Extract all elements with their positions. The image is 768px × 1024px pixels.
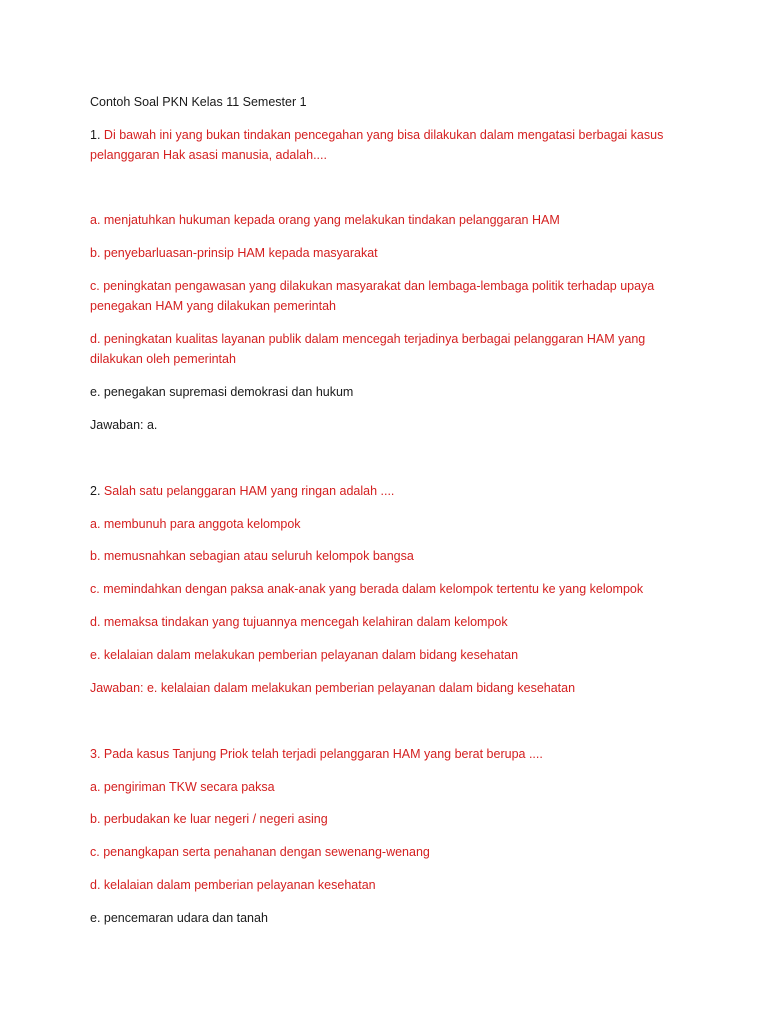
question-2-option-c: c. memindahkan dengan paksa anak-anak yang berada dalam kelompok tertentu ke yang kelompok [90, 582, 644, 596]
question-3-option-a: a. pengiriman TKW secara paksa [90, 780, 275, 794]
question-2-number: 2. [90, 484, 101, 498]
question-1-option-c: c. peningkatan pengawasan yang dilakukan masyarakat dan lembaga-lembaga politik terhadap upaya penegakan HAM yang dilakukan pemerintah [90, 279, 655, 313]
question-3-option-c: c. penangkapan serta penahanan dengan sewenang-wenang [90, 845, 430, 859]
document-title: Contoh Soal PKN Kelas 11 Semester 1 [90, 95, 307, 109]
question-2-option-d: d. memaksa tindakan yang tujuannya mencegah kelahiran dalam kelompok [90, 615, 508, 629]
question-2-option-e: e. kelalaian dalam melakukan pemberian pelayanan dalam bidang kesehatan [90, 648, 519, 662]
question-2 [90, 481, 690, 501]
question-1-option-d: d. peningkatan kualitas layanan publik dalam mencegah terjadinya berbagai pelanggaran HAM yang dilakukan oleh pemerintah [90, 332, 646, 366]
question-2-answer: Jawaban: e. kelalaian dalam melakukan pemberian pelayanan dalam bidang kesehatan [90, 681, 576, 695]
question-1-answer: Jawaban: a. [90, 418, 158, 432]
question-1 [90, 125, 690, 165]
question-2-option-b: b. memusnahkan sebagian atau seluruh kelompok bangsa [90, 549, 414, 563]
question-3-text: 3. Pada kasus Tanjung Priok telah terjadi pelanggaran HAM yang berat berupa .... [90, 747, 543, 761]
question-3-option-e: e. pencemaran udara dan tanah [90, 911, 268, 925]
question-2-text: Salah satu pelanggaran HAM yang ringan adalah .... [103, 484, 395, 498]
question-2-option-a: a. membunuh para anggota kelompok [90, 517, 301, 531]
question-1-option-e: e. penegakan supremasi demokrasi dan hukum [90, 385, 354, 399]
question-1-option-b: b. penyebarluasan-prinsip HAM kepada masyarakat [90, 246, 378, 260]
question-3-option-d: d. kelalaian dalam pemberian pelayanan kesehatan [90, 878, 376, 892]
question-1-number: 1. [90, 128, 101, 142]
question-1-text: Di bawah ini yang bukan tindakan pencegahan yang bisa dilakukan dalam mengatasi berbagai kasus pelanggaran Hak asasi manusia, adalah.... [90, 128, 664, 162]
question-3-option-b: b. perbudakan ke luar negeri / negeri asing [90, 812, 328, 826]
question-1-option-a: a. menjatuhkan hukuman kepada orang yang melakukan tindakan pelanggaran HAM [90, 213, 560, 227]
